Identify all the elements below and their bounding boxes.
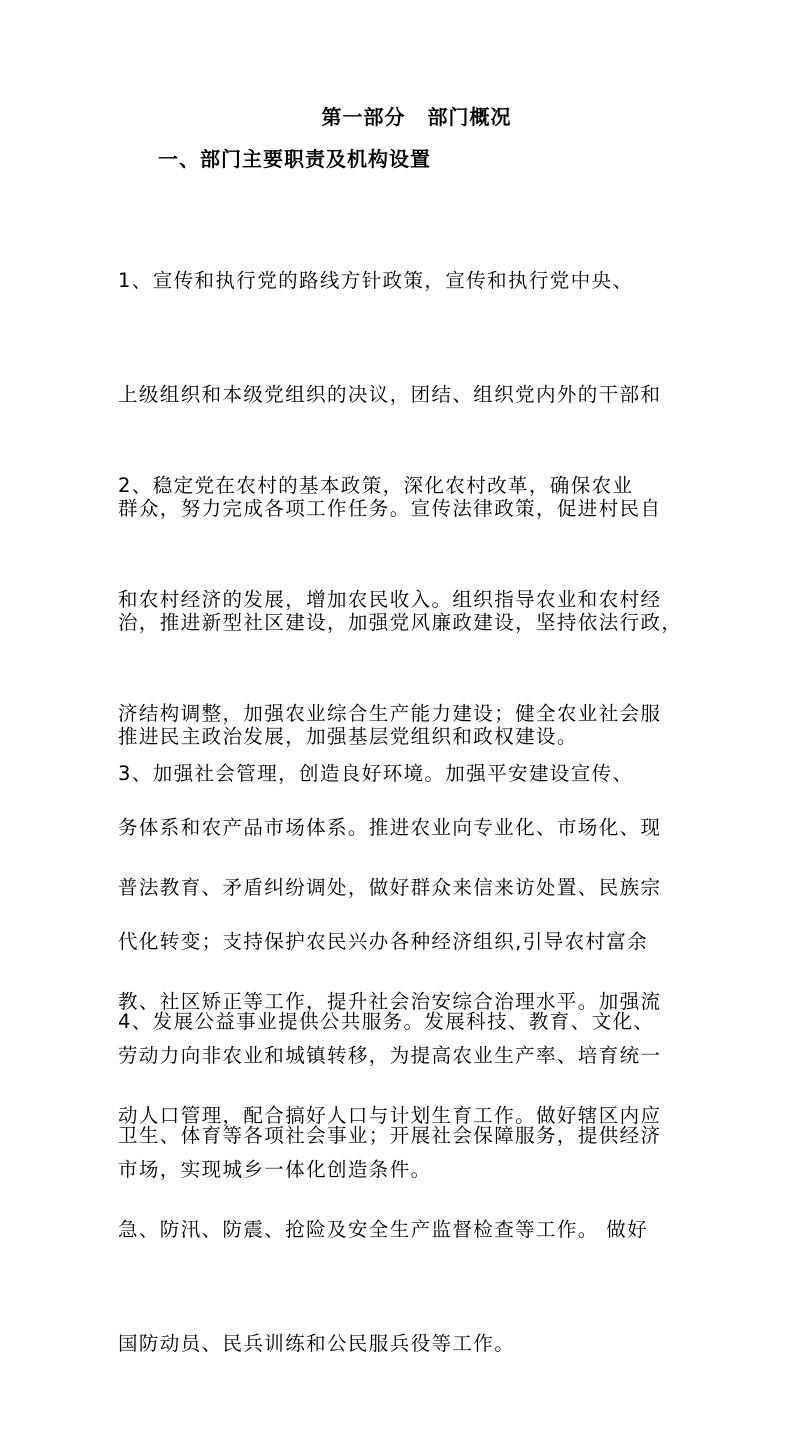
paragraph-line: 急、防汛、防震、抢险及安全生产监督检查等工作。 做好 [118, 1218, 649, 1241]
paragraph-line: 教、社区矫正等工作，提升社会治安综合治理水平。加强流 [118, 990, 662, 1013]
paragraph-line: 1、宣传和执行党的路线方针政策，宣传和执行党中央、 [118, 269, 634, 292]
paragraph-line: 代化转变；支持保护农民兴办各种经济组织,引导农村富余 [118, 930, 649, 953]
paragraph-line: 卫生、体育等各项社会事业；开展社会保障服务，提供经济 [118, 1124, 662, 1147]
paragraph-line: 劳动力向非农业和城镇转移，为提高农业生产率、培育统一 [118, 1044, 662, 1067]
paragraph-line: 济结构调整，加强农业综合生产能力建设；健全农业社会服 [118, 702, 662, 725]
paragraph-line: 4、发展公益事业提供公共服务。发展科技、教育、文化、 [118, 1010, 655, 1033]
title-part-label: 第一部分 [321, 105, 406, 129]
paragraph-line: 推进民主政治发展，加强基层党组织和政权建设。 [118, 725, 578, 748]
paragraph-line: 和农村经济的发展，增加农民收入。组织指导农业和农村经 [118, 588, 662, 611]
paragraph-line: 市场，实现城乡一体化创造条件。 [118, 1158, 432, 1181]
paragraph-line: 务体系和农产品市场体系。推进农业向专业化、市场化、现 [118, 816, 662, 839]
paragraph-line: 2、稳定党在农村的基本政策，深化农村改革，确保农业 [118, 474, 634, 497]
paragraph-line: 国防动员、民兵训练和公民服兵役等工作。 [118, 1332, 516, 1355]
title-part-name: 部门概况 [427, 105, 512, 129]
paragraph-line: 3、加强社会管理，创造良好环境。加强平安建设宣传、 [118, 762, 634, 785]
paragraph-4 [118, 927, 678, 1231]
paragraph-line: 群众，努力完成各项工作任务。宣传法律政策，促进村民自 [118, 497, 662, 520]
page-title [0, 102, 793, 132]
paragraph-line: 普法教育、矛盾纠纷调处，做好群众来信来访处置、民族宗 [118, 876, 662, 899]
paragraph-line: 上级组织和本级党组织的决议，团结、组织党内外的干部和 [118, 383, 662, 406]
section-heading: 一、部门主要职责及机构设置 [158, 147, 431, 171]
paragraph-line: 动人口管理，配合搞好人口与计划生育工作。做好辖区内应 [118, 1104, 662, 1127]
paragraph-line: 治，推进新型社区建设，加强党风廉政建设，坚持依法行政， [118, 611, 683, 634]
